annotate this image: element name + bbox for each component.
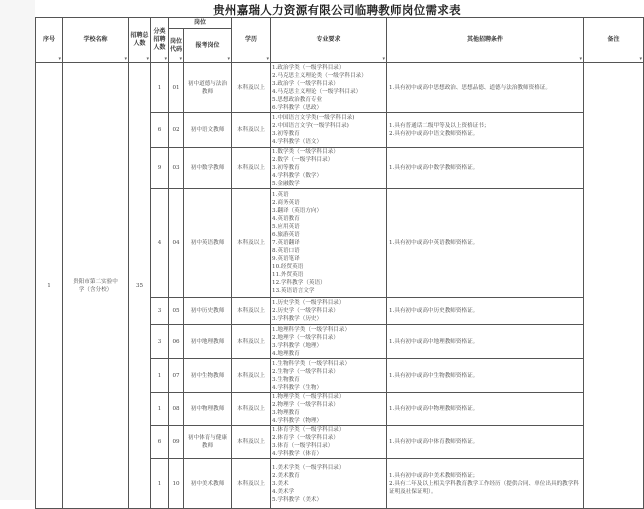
major-cell — [271, 113, 387, 148]
edu-cell: 本科及以上 — [232, 189, 271, 298]
header-post[interactable] — [184, 29, 232, 63]
major-item: 2.体育学（一级学科目录） — [272, 435, 339, 441]
seq-cell: 1 — [36, 63, 63, 509]
header-label: 专业要求 — [316, 36, 341, 43]
filter-arrow-icon[interactable]: ▾ — [58, 56, 61, 62]
filter-arrow-icon[interactable]: ▾ — [124, 56, 127, 62]
filter-arrow-icon[interactable]: ▾ — [164, 56, 167, 62]
major-item: 1.政治学类（一级学科目录） — [272, 64, 345, 71]
header-label: 学历 — [245, 36, 258, 43]
major-item: 3.体育（一级学科目录） — [272, 443, 334, 449]
major-item: 1.体育学类（一级学科目录） — [272, 427, 345, 433]
header-post-group: 岗位 — [169, 18, 232, 29]
major-item: 4.学科教学（数学） — [272, 173, 323, 179]
other-cell — [387, 148, 584, 189]
header-remark[interactable] — [584, 18, 644, 63]
filter-arrow-icon[interactable]: ▾ — [382, 56, 386, 62]
major-item: 4.美术学 — [272, 488, 295, 495]
major-item: 13.英语语言文学 — [272, 288, 315, 294]
header-other[interactable] — [387, 18, 584, 63]
header-label: 招聘总人数 — [130, 32, 149, 47]
code-cell: 05 — [169, 298, 184, 325]
major-item: 1.生物科学类（一级学科目录） — [272, 360, 351, 367]
post-cell: 初中地理教师 — [184, 325, 232, 359]
condition-item: 1.具有初中或高中数学教师资格证。 — [389, 165, 479, 171]
edu-cell: 本科及以上 — [232, 393, 271, 426]
major-item: 3.学科教学（历史） — [272, 316, 323, 322]
post-cell: 初中物理教师 — [184, 393, 232, 426]
major-item: 1.数学类（一级学科目录） — [272, 149, 339, 155]
condition-item: 1.具有普通话二级甲等及以上资格证书； — [389, 123, 490, 129]
code-cell: 10 — [169, 459, 184, 509]
count-cell: 1 — [151, 63, 169, 113]
header-label: 分类招聘人数 — [153, 28, 166, 51]
count-cell: 1 — [151, 459, 169, 509]
header-label: 学校名称 — [83, 36, 108, 43]
edu-cell: 本科及以上 — [232, 325, 271, 359]
other-cell — [387, 189, 584, 298]
condition-item: 1.具有初中或高中历史教师资格证。 — [389, 308, 479, 314]
major-item: 5.思想政治教育专业 — [272, 96, 323, 103]
other-cell — [387, 298, 584, 325]
condition-item: 1.具有初中或高中体育教师资格证。 — [389, 439, 479, 445]
post-cell: 初中道德与法治教师 — [184, 63, 232, 113]
major-item: 1.中国语言文学类(一级学科目录) — [272, 115, 355, 121]
major-item: 4.马克思主义理论（一级学科目录） — [272, 88, 362, 95]
page-margin — [0, 0, 35, 500]
school-cell: 贵阳市第二实验中学（含分校） — [63, 63, 129, 509]
header-label: 报考岗位 — [195, 41, 220, 49]
header-count[interactable] — [151, 18, 169, 63]
major-item: 4.英语教育 — [272, 216, 300, 222]
code-cell: 06 — [169, 325, 184, 359]
major-item: 2.历史学（一级学科目录） — [272, 308, 339, 314]
header-edu[interactable] — [232, 18, 271, 63]
major-item: 4.学科教学（语文） — [272, 139, 323, 145]
condition-item: 1.具有初中或高中生物教师资格证。 — [389, 372, 479, 379]
other-cell — [387, 113, 584, 148]
edu-cell: 本科及以上 — [232, 148, 271, 189]
condition-item: 2.具有初中或高中语文教师资格证。 — [389, 131, 479, 137]
major-item: 2.地理学（一级学科目录） — [272, 334, 339, 341]
major-cell — [271, 298, 387, 325]
count-cell: 3 — [151, 298, 169, 325]
filter-arrow-icon[interactable]: ▾ — [146, 56, 149, 62]
major-item: 1.物理学类（一级学科目录） — [272, 394, 345, 400]
table-row — [36, 63, 644, 113]
major-item: 1.美术学类（一级学科目录） — [272, 464, 345, 471]
condition-item: 1.具有初中或高中英语教师资格证。 — [389, 240, 479, 246]
header-total[interactable] — [129, 18, 151, 63]
major-cell — [271, 459, 387, 509]
code-cell: 01 — [169, 63, 184, 113]
major-item: 2.商务英语 — [272, 200, 300, 206]
count-cell: 6 — [151, 113, 169, 148]
major-item: 4.学科教学（体育） — [272, 451, 323, 457]
condition-item: 2.具有二年及以上相关学科教育教学工作经历（提供合同、单位出具的教学科证明及社保证明）。 — [389, 480, 579, 495]
major-cell — [271, 426, 387, 459]
major-item: 1.英语 — [272, 192, 289, 198]
major-item: 2.中国语言文学(一级学科目录) — [272, 123, 349, 129]
count-cell: 4 — [151, 189, 169, 298]
major-item: 2.生物学（一级学科目录） — [272, 368, 339, 375]
major-item: 1.地理科学类（一级学科目录） — [272, 326, 351, 333]
remark-cell — [584, 63, 644, 509]
major-item: 2.物理学（一级学科目录） — [272, 402, 339, 408]
major-item: 5.学科教学（美术） — [272, 496, 323, 503]
major-item: 2.数学（一级学科目录） — [272, 157, 334, 163]
count-cell: 1 — [151, 393, 169, 426]
major-item: 3.翻译（英语方向） — [272, 208, 323, 214]
major-item: 3.物理教育 — [272, 410, 300, 416]
edu-cell: 本科及以上 — [232, 63, 271, 113]
major-item: 10.经贸英语 — [272, 264, 304, 270]
edu-cell: 本科及以上 — [232, 298, 271, 325]
major-item: 11.外贸英语 — [272, 272, 304, 278]
edu-cell: 本科及以上 — [232, 426, 271, 459]
code-cell: 03 — [169, 148, 184, 189]
code-cell: 08 — [169, 393, 184, 426]
condition-item: 1.具有初中或高中思想政治、思想品德、道德与法治教师资格证。 — [389, 84, 551, 91]
major-cell — [271, 189, 387, 298]
major-item: 5.金融数学 — [272, 181, 300, 187]
major-item: 3.生物教育 — [272, 376, 300, 383]
code-cell: 02 — [169, 113, 184, 148]
total-cell: 35 — [129, 63, 151, 509]
other-cell — [387, 393, 584, 426]
major-item: 2.美术教育 — [272, 472, 300, 479]
post-cell: 初中英语教师 — [184, 189, 232, 298]
post-cell: 初中生物教师 — [184, 359, 232, 393]
major-cell — [271, 63, 387, 113]
other-cell — [387, 359, 584, 393]
other-cell — [387, 63, 584, 113]
major-item: 9.英语笔译 — [272, 256, 300, 262]
major-item: 4.学科教学（生物） — [272, 384, 323, 391]
header-code[interactable] — [169, 29, 184, 63]
condition-item: 1.具有初中或高中美术教师资格证； — [389, 472, 479, 479]
major-item: 2.马克思主义理论类（一级学科目录） — [272, 72, 367, 79]
major-cell — [271, 359, 387, 393]
recruitment-table — [35, 17, 644, 509]
major-item: 4.学科教学（物理） — [272, 418, 323, 424]
post-cell: 初中数学教师 — [184, 148, 232, 189]
code-cell: 07 — [169, 359, 184, 393]
condition-item: 1.具有初中或高中地理教师资格证。 — [389, 338, 479, 345]
edu-cell: 本科及以上 — [232, 359, 271, 393]
code-cell: 09 — [169, 426, 184, 459]
major-item: 1.历史学类（一级学科目录） — [272, 300, 345, 306]
filter-arrow-icon[interactable]: ▾ — [179, 56, 182, 62]
major-item: 5.应用英语 — [272, 224, 300, 230]
post-cell: 初中体育与健康教师 — [184, 426, 232, 459]
page-title: 贵州嘉瑞人力资源有限公司临聘教师岗位需求表 — [213, 3, 461, 17]
count-cell: 1 — [151, 359, 169, 393]
post-cell: 初中语文教师 — [184, 113, 232, 148]
count-cell: 9 — [151, 148, 169, 189]
condition-item: 1.具有初中或高中物理教师资格证。 — [389, 406, 479, 412]
header-label: 岗位代码 — [169, 37, 182, 53]
edu-cell: 本科及以上 — [232, 113, 271, 148]
other-cell — [387, 459, 584, 509]
major-cell — [271, 393, 387, 426]
header-major[interactable] — [271, 18, 387, 63]
post-cell: 初中美术教师 — [184, 459, 232, 509]
header-school[interactable] — [63, 18, 129, 63]
table-body — [36, 63, 644, 509]
header-label: 序号 — [42, 36, 55, 43]
major-item: 6.学科教学（思政） — [272, 104, 323, 111]
filter-arrow-icon[interactable]: ▾ — [639, 56, 643, 62]
major-cell — [271, 325, 387, 359]
other-cell — [387, 325, 584, 359]
header-label: 备注 — [607, 36, 620, 43]
major-item: 6.旅游英语 — [272, 232, 300, 238]
major-item: 3.学科教学（地理） — [272, 342, 323, 349]
count-cell: 6 — [151, 426, 169, 459]
major-item: 3.初等教育 — [272, 131, 300, 137]
post-cell: 初中历史教师 — [184, 298, 232, 325]
edu-cell: 本科及以上 — [232, 459, 271, 509]
code-cell: 04 — [169, 189, 184, 298]
major-item: 3.美术 — [272, 480, 289, 487]
count-cell: 3 — [151, 325, 169, 359]
filter-arrow-icon[interactable]: ▾ — [579, 56, 583, 62]
other-cell — [387, 426, 584, 459]
filter-arrow-icon[interactable]: ▾ — [266, 56, 270, 62]
filter-arrow-icon[interactable]: ▾ — [227, 56, 231, 62]
major-cell — [271, 148, 387, 189]
header-label: 其他招聘条件 — [467, 36, 504, 43]
major-item: 3.初等教育 — [272, 165, 300, 171]
major-item: 3.政治学（一级学科目录） — [272, 80, 339, 87]
major-item: 7.英语翻译 — [272, 240, 300, 246]
header-seq[interactable] — [36, 18, 63, 63]
major-item: 8.英语口语 — [272, 248, 300, 254]
major-item: 4.地理教育 — [272, 350, 300, 357]
major-item: 12.学科教学（英语） — [272, 280, 326, 286]
